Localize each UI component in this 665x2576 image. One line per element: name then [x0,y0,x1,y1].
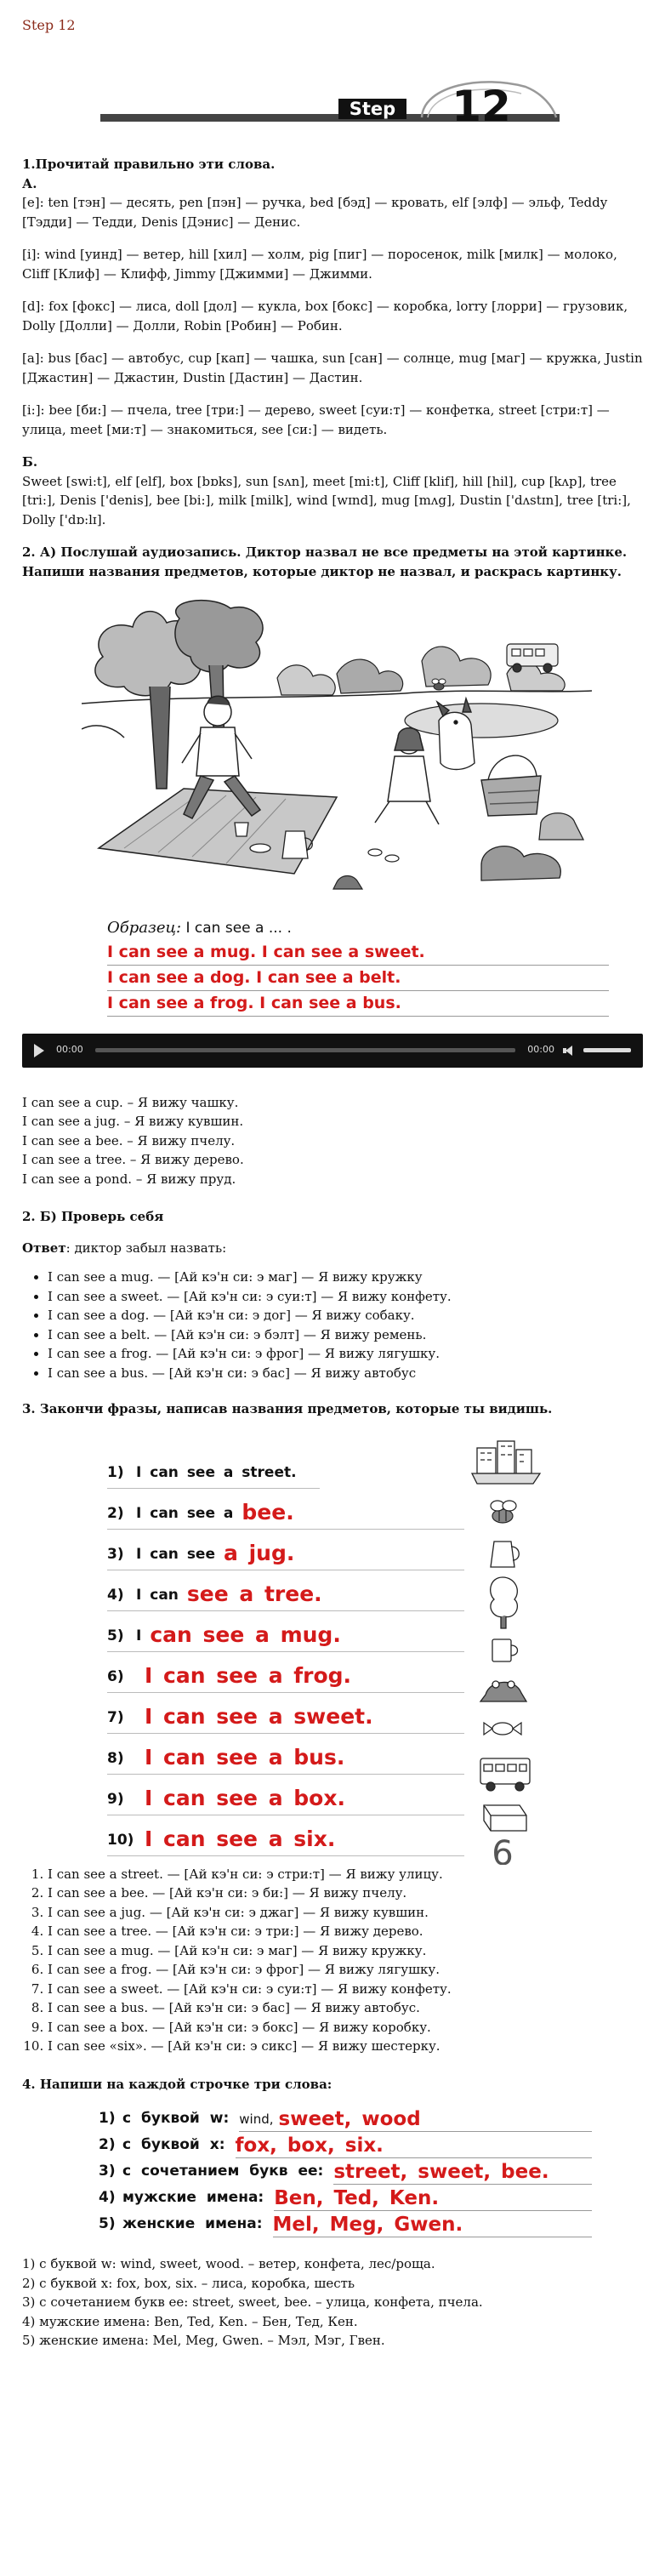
row-handwritten-answer: I can see a box. [145,1786,345,1810]
row-handwritten-answer: street, sweet, bee. [333,2161,549,2183]
list-item: • I can see a mug. — [Ай кэ'н си: э маг] — Я вижу кружку [48,1268,643,1287]
mug-icon [492,1639,518,1661]
row-number: 9) [107,1791,124,1808]
ex2b-answer [22,1239,643,1258]
answer-line: 1) с буквой w: wind, sweet, wood. – ветер, конфета, лес/роща. [22,2256,435,2271]
answer-line: 2) с буквой x: fox, box, six. – лиса, коробка, шесть [22,2275,355,2291]
row-number: 3) [107,1546,124,1563]
exercise-2b [22,1207,643,1382]
answer-line [236,2134,592,2158]
row-handwritten-answer: I can see a six. [145,1827,336,1851]
answer-line: 3) с сочетанием букв ee: street, sweet, bee. – улица, конфета, пчела. [22,2294,483,2310]
row-number: 4) [107,1587,124,1604]
ex1-title: 1.Прочитай правильно эти слова. [22,157,276,172]
row-handwritten-answer: fox, box, six. [235,2134,384,2157]
row-printed-text: I can see a [136,1505,234,1522]
list-item: 3. I can see a jug. — [Ай кэ'н си: э джаг] — Я вижу кувшин. [48,1903,643,1923]
box-icon [484,1805,526,1831]
exercise-1 [22,155,643,529]
answer-line: 5) женские имена: Mel, Meg, Gwen. – Мэл, Мэг, Гвен. [22,2333,385,2348]
exercise-4 [22,2075,643,2351]
worksheet-row [107,1652,464,1693]
worksheet-row [107,1489,464,1530]
sample-line [107,916,617,940]
row-number: 2) [107,1505,124,1522]
worksheet-row [99,2185,592,2211]
banner-word: Step [349,99,396,119]
ex1-transcription: Sweet [swi:t], elf [elf], box [bɒks], sun [sʌn], meet [mi:t], Cliff [klif], hill [hil], cup [kʌp], tree [tri:], Denis ['denis], bee [bi:], milk [milk], wind [wɪnd], mug [mʌg], Dustin ['dʌstɪn], tree [tri:], Dolly ['dɒ:lɪ]. [22,473,631,527]
street-icon [472,1441,540,1484]
ex1-part-a: А. [22,175,37,191]
ex1-line: [е]: ten [тэн] — десять, pen [пэн] — ручка, bed [бэд] — кровать, elf [элф] — эльф, Teddy [Тэдди] — Тедди, Denis [Дэнис] — Денис. [22,195,608,230]
ex3-answers [22,1865,643,2056]
sample-block [107,916,617,1017]
audio-duration: 00:00 [527,1044,554,1056]
row-number: 3) [99,2162,116,2180]
sentence: I can see a tree. – Я вижу дерево. [22,1152,244,1167]
ex3-icons [469,1431,545,1865]
sentence: I can see a bee. – Я вижу пчелу. [22,1132,236,1148]
row-number: 10) [107,1832,134,1849]
worksheet-row [107,1530,464,1570]
list-item: 9. I can see a box. — [Ай кэ'н си: э бокс] — Я вижу коробку. [48,2018,643,2037]
ex2b-title: 2. Б) Проверь себя [22,1209,164,1224]
row-handwritten-answer: sweet, wood [278,2108,421,2130]
sentence: I can see a jug. – Я вижу кувшин. [22,1114,244,1129]
row-handwritten-answer: Mel, Meg, Gwen. [272,2214,463,2236]
ex1-line: [i:]: bee [би:] — пчела, tree [три:] — дерево, sweet [суи:т] — конфетка, street [стри:т] — улица, meet [ми:т] — знакомиться, see [си:] — видеть. [22,402,610,437]
row-number: 5) [107,1627,124,1644]
step-banner [100,68,560,136]
row-number: 5) [99,2214,116,2232]
row-number: 6) [107,1668,124,1685]
banner-number: 12 [452,82,511,131]
hw-line: I can see a dog. I can see a belt. [107,966,609,991]
worksheet-row [99,2106,592,2132]
worksheet-row [107,1775,464,1815]
sentence: I can see a pond. – Я вижу пруд. [22,1171,236,1187]
ex3-title: 3. Закончи фразы, написав названия предметов, которые ты видишь. [22,1401,553,1416]
play-icon[interactable] [34,1044,44,1057]
list-item: 4. I can see a tree. — [Ай кэ'н си: э три:] — Я вижу дерево. [48,1922,643,1941]
row-printed-text: I can see a street. [136,1464,297,1481]
row-number: 1) [107,1464,124,1481]
worksheet-row [99,2158,592,2185]
ex3-worksheet [107,1431,583,1865]
row-handwritten-answer: can see a mug. [150,1622,341,1647]
worksheet-row [99,2132,592,2158]
row-handwritten-answer: see a tree. [186,1582,322,1606]
worksheet-row [107,1448,320,1489]
row-number: 2) [99,2135,116,2153]
list-item: • I can see a bus. — [Ай кэ'н си: э бас] — Я вижу автобус [48,1364,643,1383]
row-handwritten-answer: I can see a sweet. [145,1704,373,1729]
list-item: 5. I can see a mug. — [Ай кэ'н си: э маг] — Я вижу кружку. [48,1941,643,1961]
row-printed-text: женские имена: [122,2214,263,2232]
row-handwritten-answer: I can see a bus. [145,1745,345,1770]
bus-icon [480,1758,530,1791]
list-item: 7. I can see a sweet. — [Ай кэ'н си: э суи:т] — Я вижу конфету. [48,1980,643,1999]
hw-line: I can see a frog. I can see a bus. [107,991,609,1017]
row-printed-word: wind, [239,2111,274,2127]
audio-current-time: 00:00 [56,1044,83,1056]
row-number: 4) [99,2188,116,2206]
worksheet-row [107,1815,464,1856]
bee-icon [491,1501,516,1523]
hw-line: I can see a mug. I can see a sweet. [107,940,609,966]
worksheet-row [107,1693,464,1734]
row-printed-text: с буквой w: [122,2109,230,2127]
list-item: 1. I can see a street. — [Ай кэ'н си: э стри:т] — Я вижу улицу. [48,1865,643,1884]
answer-line [333,2161,592,2185]
list-item: 8. I can see a bus. — [Ай кэ'н си: э бас] — Я вижу автобус. [48,1998,643,2018]
ex2b-list [22,1268,643,1382]
sweet-icon [484,1723,521,1735]
ex1-line: [i]: wind [уинд] — ветер, hill [хил] — холм, pig [пиг] — поросенок, milk [милк] — молоко, Cliff [Клиф] — Клифф, Jimmy [Джимми] — Джимми. [22,247,617,282]
step-link[interactable]: Step 12 [22,17,76,33]
worksheet-row [107,1734,464,1775]
ex1-line: [a]: bus [бас] — автобус, cup [кап] — чашка, sun [сан] — солнце, mug [маг] — кружка, Justin [Джастин] — Джастин, Dustin [Дастин] — Дастин. [22,350,643,385]
worksheet-row [107,1570,464,1611]
row-number: 1) [99,2109,116,2127]
list-item: • I can see a belt. — [Ай кэ'н си: э бэлт] — Я вижу ремень. [48,1325,643,1345]
volume-icon[interactable] [563,1046,575,1056]
exercise-3 [22,1399,643,2056]
row-handwritten-answer: I can see a frog. [145,1663,352,1688]
ex1-line: [d]: fox [фокс] — лиса, doll [дол] — кукла, box [бокс] — коробка, lorry [лорри] — грузовик, Dolly [Долли] — Долли, Robin [Робин] — Робин. [22,299,628,333]
volume-slider[interactable] [583,1048,631,1052]
row-handwritten-answer: Ben, Ted, Ken. [274,2187,440,2209]
ex2b-answer-text: : диктор забыл назвать: [65,1240,227,1256]
ex2a-title: 2. А) Послушай аудиозапись. Диктор назвал не все предметы на этой картинке. Напиши названия предметов, которые диктор не назвал, и раскрась картинку. [22,544,628,579]
audio-progress-bar[interactable] [95,1048,516,1052]
list-item: 10. I can see «six». — [Ай кэ'н си: э сикс] — Я вижу шестерку. [48,2037,643,2056]
content [22,155,643,2351]
worksheet-row [107,1611,464,1652]
answer-line: 4) мужские имена: Ben, Ted, Ken. – Бен, Тед, Кен. [22,2313,358,2329]
row-handwritten-answer: a jug. [224,1541,295,1565]
ex2a-sentences [22,1093,643,1189]
row-printed-text: мужские имена: [122,2188,264,2206]
tree-icon [491,1577,518,1628]
row-printed-text: I can [136,1587,179,1604]
list-item: 6. I can see a frog. — [Ай кэ'н си: э фрог] — Я вижу лягушку. [48,1960,643,1980]
answer-line [273,2214,592,2237]
worksheet-row [99,2211,592,2237]
ex4-answers [22,2254,643,2351]
list-item: • I can see a dog. — [Ай кэ'н си: э дог] — Я вижу собаку. [48,1306,643,1325]
list-item: 2. I can see a bee. — [Ай кэ'н си: э би:] — Я вижу пчелу. [48,1884,643,1903]
sentence: I can see a cup. – Я вижу чашку. [22,1094,239,1110]
ex4-worksheet [99,2106,592,2237]
row-printed-text: I [136,1627,142,1644]
pond-illustration [405,704,558,738]
list-item: • I can see a sweet. — [Ай кэ'н си: э суи:т] — Я вижу конфету. [48,1287,643,1307]
six-icon: 6 [492,1833,514,1865]
picnic-illustration [82,593,592,950]
ex4-title: 4. Напиши на каждой строчке три слова: [22,2076,332,2092]
row-number: 8) [107,1750,124,1767]
answer-line [274,2187,592,2211]
ex1-part-b: Б. [22,454,38,470]
sample-text: I can see a ... . [185,920,292,937]
answer-line [239,2108,592,2132]
row-number: 7) [107,1709,124,1726]
row-printed-text: с буквой x: [122,2135,225,2153]
ex3-rows [107,1448,481,1856]
list-item: • I can see a frog. — [Ай кэ'н си: э фрог] — Я вижу лягушку. [48,1344,643,1364]
row-handwritten-answer: bee. [242,1500,294,1525]
audio-player [22,1034,643,1068]
frog-icon [480,1681,526,1701]
exercise-2a [22,543,643,1188]
jug-icon [491,1542,519,1567]
row-printed-text: с сочетанием букв ee: [122,2162,324,2180]
row-printed-text: I can see [136,1546,215,1563]
ex2b-answer-label: Ответ [22,1240,66,1256]
sample-label: Образец: [107,919,182,937]
